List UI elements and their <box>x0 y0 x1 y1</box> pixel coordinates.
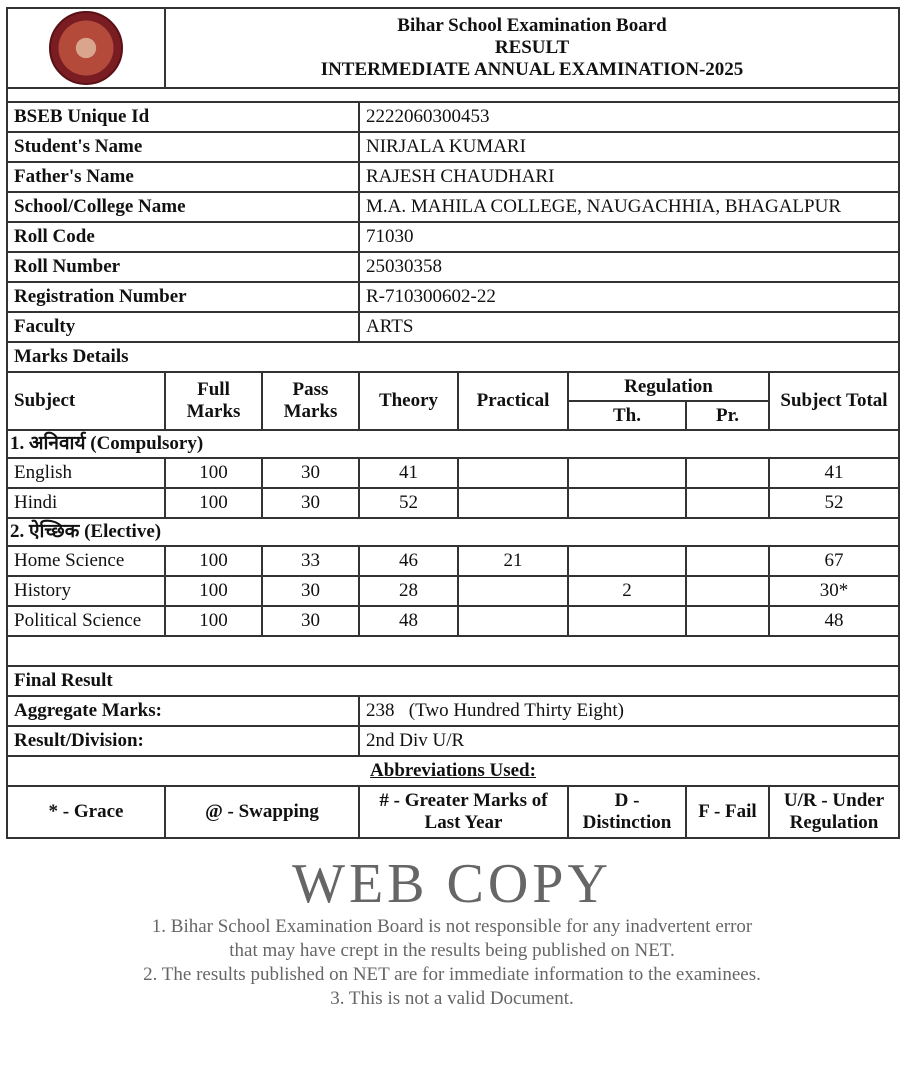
bseb-logo <box>49 11 123 85</box>
header-title <box>165 8 899 88</box>
abbrev-under-regulation: U/R - Under Regulation <box>769 786 899 838</box>
practical-cell <box>458 606 568 636</box>
col-pass: Pass Marks <box>262 372 359 430</box>
reg-th-cell <box>568 488 686 518</box>
subject-row <box>7 488 899 518</box>
board-name: Bihar School Examination Board <box>397 15 667 36</box>
spacer <box>7 88 899 102</box>
col-theory: Theory <box>359 372 458 430</box>
info-value: 71030 <box>359 222 899 252</box>
practical-cell <box>458 576 568 606</box>
col-full: Full Marks <box>165 372 262 430</box>
info-row <box>7 102 899 132</box>
info-row <box>7 252 899 282</box>
full-cell: 100 <box>165 576 262 606</box>
pass-cell: 30 <box>262 576 359 606</box>
reg-th-cell <box>568 606 686 636</box>
info-row <box>7 282 899 312</box>
elective-label: 2. ऐच्छिक (Elective) <box>7 518 899 546</box>
subject-name: History <box>7 576 165 606</box>
pass-cell: 33 <box>262 546 359 576</box>
reg-th-cell <box>568 546 686 576</box>
exam-name: INTERMEDIATE ANNUAL EXAMINATION-2025 <box>320 59 744 80</box>
subject-row <box>7 546 899 576</box>
reg-pr-cell <box>686 576 769 606</box>
logo-cell <box>7 8 165 88</box>
info-label: Roll Code <box>7 222 359 252</box>
subject-name: Hindi <box>7 488 165 518</box>
abbrev-grace: * - Grace <box>7 786 165 838</box>
theory-cell: 28 <box>359 576 458 606</box>
reg-th-cell <box>568 458 686 488</box>
info-value: ARTS <box>359 312 899 342</box>
subject-row <box>7 576 899 606</box>
pass-cell: 30 <box>262 458 359 488</box>
spacer <box>7 636 899 666</box>
info-label: Roll Number <box>7 252 359 282</box>
total-cell: 41 <box>769 458 899 488</box>
info-label: Father's Name <box>7 162 359 192</box>
watermark-line-1: 1. Bihar School Examination Board is not responsible for any inadvertent error <box>151 916 753 937</box>
practical-cell <box>458 458 568 488</box>
info-row <box>7 162 899 192</box>
watermark-line-4: 3. This is not a valid Document. <box>330 988 574 1009</box>
abbrev-swapping: @ - Swapping <box>165 786 359 838</box>
info-value: M.A. MAHILA COLLEGE, NAUGACHHIA, BHAGALPUR <box>359 192 899 222</box>
info-label: School/College Name <box>7 192 359 222</box>
abbreviations-title: Abbreviations Used: <box>7 756 899 786</box>
subject-row <box>7 458 899 488</box>
reg-pr-cell <box>686 606 769 636</box>
result-table <box>6 7 900 839</box>
watermark <box>6 853 898 1011</box>
col-regulation: Regulation <box>568 372 769 401</box>
watermark-line-3: 2. The results published on NET are for immediate information to the examinees. <box>143 964 761 985</box>
reg-th-cell: 2 <box>568 576 686 606</box>
theory-cell: 52 <box>359 488 458 518</box>
practical-cell: 21 <box>458 546 568 576</box>
total-cell: 48 <box>769 606 899 636</box>
info-value: NIRJALA KUMARI <box>359 132 899 162</box>
aggregate-number: 238 <box>366 700 395 721</box>
info-label: BSEB Unique Id <box>7 102 359 132</box>
info-value: R-710300602-22 <box>359 282 899 312</box>
full-cell: 100 <box>165 488 262 518</box>
theory-cell: 46 <box>359 546 458 576</box>
col-subject: Subject <box>7 372 165 430</box>
info-label: Student's Name <box>7 132 359 162</box>
total-cell: 67 <box>769 546 899 576</box>
subject-name: Home Science <box>7 546 165 576</box>
subject-name: Political Science <box>7 606 165 636</box>
reg-pr-cell <box>686 546 769 576</box>
full-cell: 100 <box>165 546 262 576</box>
aggregate-value <box>359 696 899 726</box>
info-value: 25030358 <box>359 252 899 282</box>
result-heading: RESULT <box>494 37 570 58</box>
info-row <box>7 222 899 252</box>
compulsory-label: 1. अनिवार्य (Compulsory) <box>7 430 899 458</box>
division-value: 2nd Div U/R <box>359 726 899 756</box>
info-row <box>7 132 899 162</box>
aggregate-label: Aggregate Marks: <box>7 696 359 726</box>
info-label: Registration Number <box>7 282 359 312</box>
info-label: Faculty <box>7 312 359 342</box>
theory-cell: 41 <box>359 458 458 488</box>
full-cell: 100 <box>165 458 262 488</box>
abbrev-fail: F - Fail <box>686 786 769 838</box>
col-total: Subject Total <box>769 372 899 430</box>
full-cell: 100 <box>165 606 262 636</box>
abbrev-greater: # - Greater Marks of Last Year <box>359 786 568 838</box>
pass-cell: 30 <box>262 606 359 636</box>
info-value: 2222060300453 <box>359 102 899 132</box>
practical-cell <box>458 488 568 518</box>
total-cell: 52 <box>769 488 899 518</box>
subject-row <box>7 606 899 636</box>
theory-cell: 48 <box>359 606 458 636</box>
col-reg-th: Th. <box>568 401 686 430</box>
info-row <box>7 312 899 342</box>
marks-details-title: Marks Details <box>7 342 899 372</box>
info-row <box>7 192 899 222</box>
watermark-line-2: that may have crept in the results being published on NET. <box>229 940 675 961</box>
col-reg-pr: Pr. <box>686 401 769 430</box>
pass-cell: 30 <box>262 488 359 518</box>
col-practical: Practical <box>458 372 568 430</box>
reg-pr-cell <box>686 458 769 488</box>
division-label: Result/Division: <box>7 726 359 756</box>
aggregate-words: (Two Hundred Thirty Eight) <box>408 700 624 721</box>
info-value: RAJESH CHAUDHARI <box>359 162 899 192</box>
total-cell: 30* <box>769 576 899 606</box>
final-result-title: Final Result <box>7 666 899 696</box>
abbrev-distinction: D - Distinction <box>568 786 686 838</box>
subject-name: English <box>7 458 165 488</box>
reg-pr-cell <box>686 488 769 518</box>
watermark-web-copy: WEB COPY <box>292 853 612 915</box>
